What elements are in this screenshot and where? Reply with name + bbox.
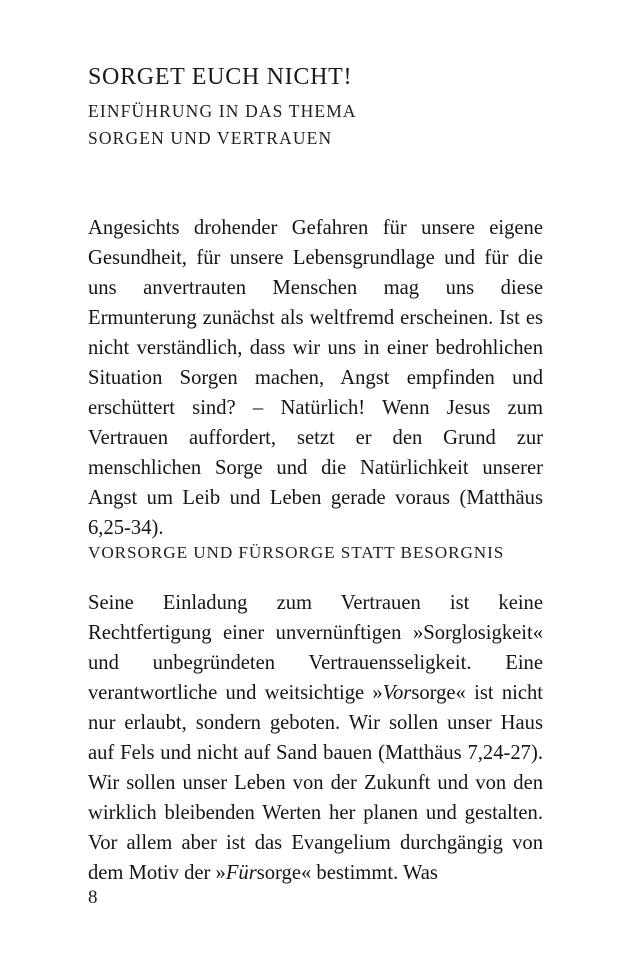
title-block <box>88 62 543 152</box>
emphasis-fuer: Für <box>225 862 257 884</box>
page-number: 8 <box>88 887 98 908</box>
paragraph-segment-2: sorge« ist nicht nur erlaubt, sondern geboten. Wir sollen unser Haus auf Fels und nicht auf Sand bauen (Matthäus 7,24-27). Wir sollen unser Leben von der Zukunft und von den wirklich bleibenden Werten her planen und gestalten. Vor allem aber ist das Evangelium durchgängig von dem Motiv der » <box>88 682 543 884</box>
paragraph-segment-1: Seine Einladung zum Vertrauen ist keine Rechtfertigung einer unvernünftigen »Sorglosigkeit« und unbegründeten Vertrauensseligkeit. Eine verantwortliche und weitsichtige » <box>88 592 543 704</box>
section-heading: VORSORGE UND FÜRSORGE STATT BESORGNIS <box>88 543 505 562</box>
body-paragraph-vorsorge <box>88 588 543 888</box>
page-subtitle-line-1: EINFÜHRUNG IN DAS THEMA <box>88 101 357 121</box>
page-title: SORGET EUCH NICHT! <box>88 64 353 90</box>
paragraph-segment-3: sorge« bestimmt. Was <box>256 862 438 884</box>
body-paragraph-intro: Angesichts drohender Gefahren für unsere eigene Gesundheit, für unsere Lebensgrundlage und für die uns anvertrauten Menschen mag uns diese Ermunterung zunächst als weltfremd erscheinen. Ist es nicht verständlich, dass wir uns in einer bedrohlichen Situation Sorgen machen, Angst empfinden und erschüttert sind? – Natürlich! Wenn Jesus zum Vertrauen auffordert, setzt er den Grund zur menschlichen Sorge und die Natürlichkeit unserer Angst um Leib und Leben gerade voraus (Matthäus 6,25-34). <box>88 217 543 539</box>
emphasis-vor: Vor <box>382 682 412 704</box>
page-subtitle-line-2: SORGEN UND VERTRAUEN <box>88 128 333 148</box>
